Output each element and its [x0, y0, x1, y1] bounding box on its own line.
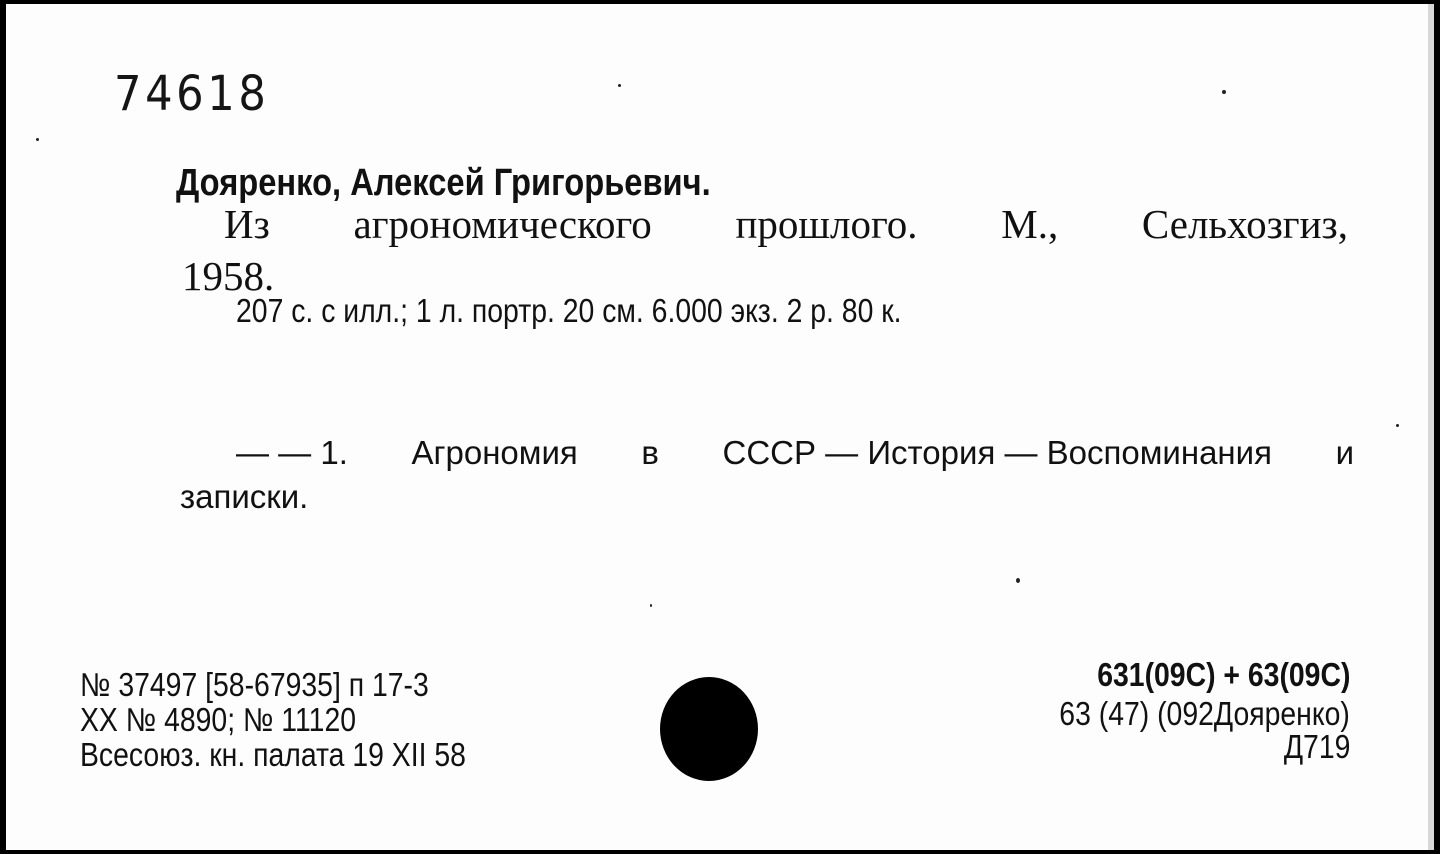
subject-heading-line: [236, 436, 1354, 469]
bib-record-series: XX № 4890; № 11120: [80, 701, 357, 738]
subject-word: — — 1.: [236, 434, 348, 471]
publication-year: 1958.: [182, 253, 275, 299]
scan-speck: [618, 84, 621, 87]
publication-place: М.,: [1001, 201, 1059, 247]
subject-word: Агрономия: [411, 434, 578, 471]
scan-speck: [1222, 90, 1226, 94]
title-word: Из: [224, 201, 270, 247]
scan-speck: [1396, 424, 1399, 427]
subject-heading-continuation: записки.: [180, 478, 309, 515]
collation-line: 207 с. с илл.; 1 л. портр. 20 см. 6.000 экз. 2 р. 80 к.: [236, 292, 902, 329]
bib-record-chamber: Всесоюз. кн. палата 19 XII 58: [80, 736, 466, 773]
title-word: агрономического: [353, 201, 652, 247]
scan-speck: [650, 604, 652, 607]
title-line: [224, 201, 1348, 247]
scan-speck: [1016, 578, 1020, 583]
subject-word: СССР — История — Воспоминания: [722, 434, 1272, 471]
bib-record-number: № 37497 [58-67935] п 17-3: [80, 666, 429, 703]
subject-word: и: [1335, 434, 1354, 471]
catalog-card: [6, 4, 1434, 850]
scan-speck: [36, 138, 39, 141]
classification-code: 63 (47) (092Дояренко): [1059, 695, 1350, 732]
struck-classification: 631(09С) + 63(09С): [1096, 656, 1350, 693]
card-punch-hole: [660, 677, 758, 781]
author-mark: Д719: [1283, 728, 1350, 765]
handwritten-inventory-number: 74618: [114, 66, 270, 122]
publisher: Сельхозгиз,: [1141, 201, 1348, 247]
title-word: прошлого.: [735, 201, 918, 247]
subject-word: в: [641, 434, 659, 471]
card-edge-shadow: [1428, 4, 1434, 850]
author-heading: Дояренко, Алексей Григорьевич.: [176, 162, 711, 204]
